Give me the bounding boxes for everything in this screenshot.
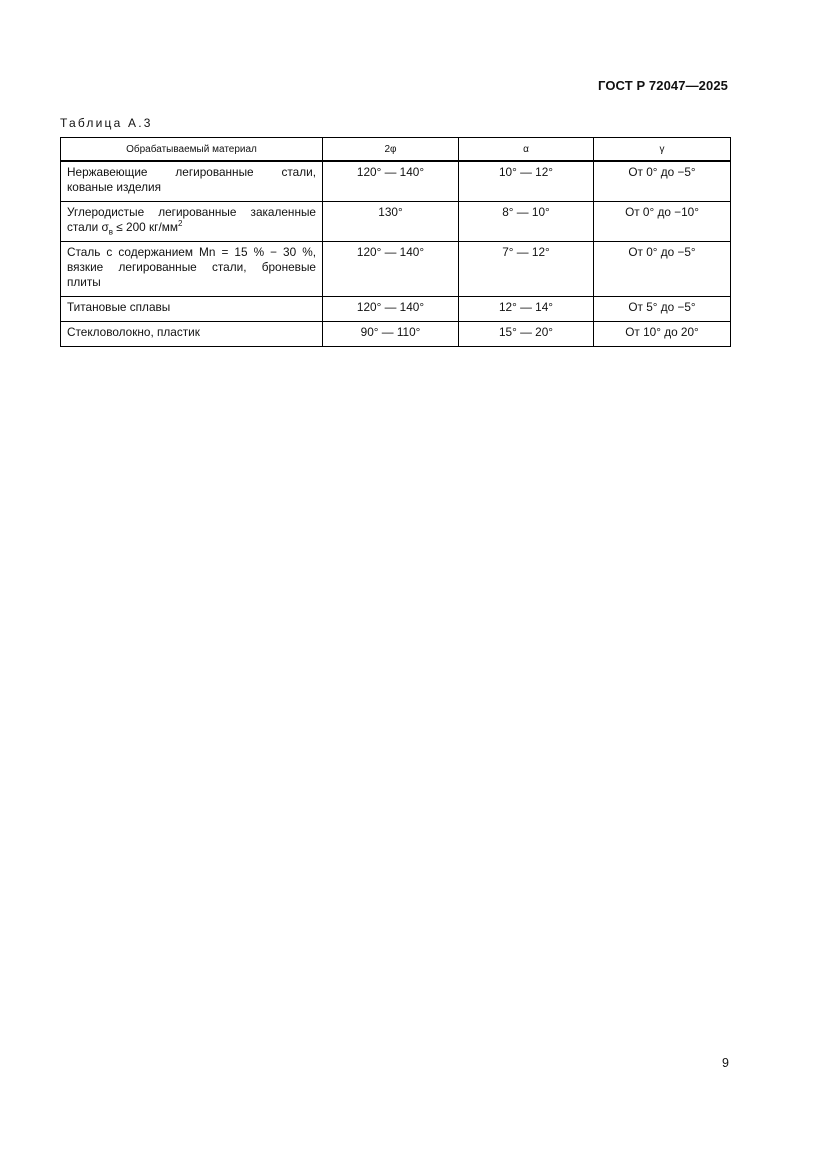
- table-row: [61, 321, 731, 346]
- material-subscript: в: [108, 226, 114, 236]
- document-code: ГОСТ Р 72047—2025: [598, 78, 728, 93]
- point-angle-cell: 120° — 140°: [323, 161, 459, 201]
- material-cell: Стекловолокно, пластик: [61, 321, 323, 346]
- point-angle-cell: 90° — 110°: [323, 321, 459, 346]
- point-angle-cell: 130°: [323, 201, 459, 241]
- material-cell: [61, 201, 323, 241]
- clearance-angle-cell: 8° — 10°: [459, 201, 594, 241]
- table-caption: Таблица А.3: [60, 116, 153, 130]
- clearance-angle-cell: 10° — 12°: [459, 161, 594, 201]
- table-body: [61, 161, 731, 346]
- material-text: Углеродистые легированные закаленные стали σ: [67, 204, 316, 234]
- table-row: [61, 296, 731, 321]
- table-row: [61, 201, 731, 241]
- angles-table: [60, 137, 731, 347]
- clearance-angle-cell: 15° — 20°: [459, 321, 594, 346]
- column-header-point-angle: 2φ: [323, 138, 459, 162]
- table-header-row: [61, 138, 731, 162]
- rake-angle-cell: От 0° до −10°: [594, 201, 731, 241]
- rake-angle-cell: От 0° до −5°: [594, 161, 731, 201]
- table-row: [61, 161, 731, 201]
- rake-angle-cell: От 10° до 20°: [594, 321, 731, 346]
- material-cell: Титановые сплавы: [61, 296, 323, 321]
- material-cell: Сталь с содержанием Mn = 15 % − 30 %, вязкие легированные стали, броневые плиты: [61, 241, 323, 296]
- column-header-rake-angle: γ: [594, 138, 731, 162]
- table-row: [61, 241, 731, 296]
- column-header-material: Обрабатываемый материал: [61, 138, 323, 162]
- clearance-angle-cell: 12° — 14°: [459, 296, 594, 321]
- column-header-clearance-angle: α: [459, 138, 594, 162]
- page-number: 9: [722, 1056, 729, 1070]
- point-angle-cell: 120° — 140°: [323, 241, 459, 296]
- clearance-angle-cell: 7° — 12°: [459, 241, 594, 296]
- rake-angle-cell: От 5° до −5°: [594, 296, 731, 321]
- material-cell: Нержавеющие легированные стали, кованые изделия: [61, 161, 323, 201]
- material-superscript: 2: [177, 218, 183, 228]
- point-angle-cell: 120° — 140°: [323, 296, 459, 321]
- material-text-tail: ≤ 200 кг/мм: [113, 219, 178, 234]
- table-header: [61, 138, 731, 162]
- rake-angle-cell: От 0° до −5°: [594, 241, 731, 296]
